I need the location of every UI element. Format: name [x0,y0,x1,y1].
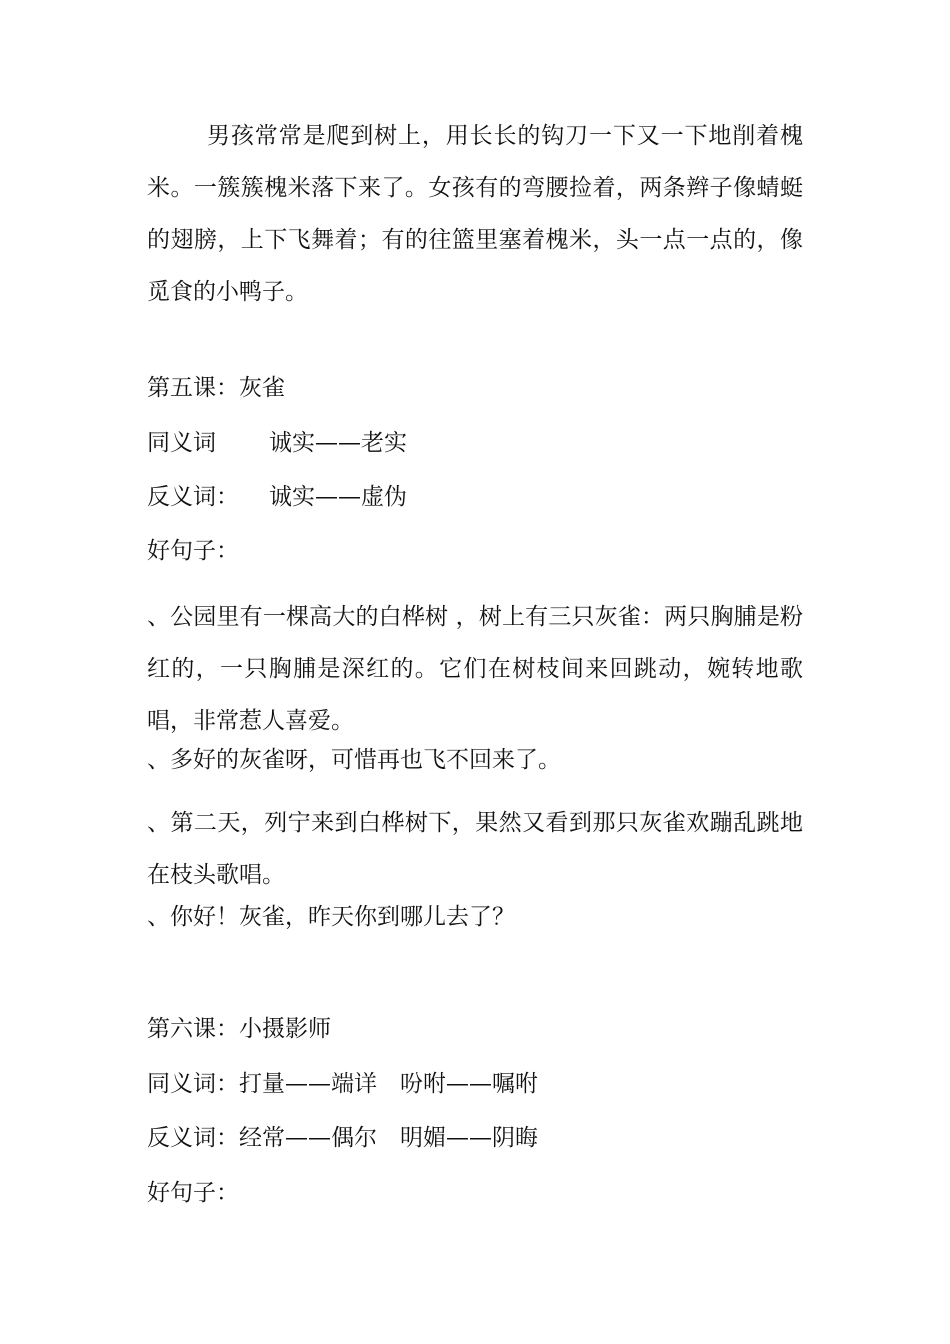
lesson5-title: 第五课：灰雀 [147,375,285,401]
lesson5-synonym-line [147,427,407,459]
lesson5-antonym-label: 反义词： [147,484,239,510]
lesson5-antonym-line [147,481,407,513]
intro-paragraph: 男孩常常是爬到树上，用长长的钩刀一下又一下地削着槐米。一簇簇槐米落下来了。女孩有的弯腰捡着，两条辫子像蜻蜓的翅膀，上下飞舞着；有的往篮里塞着槐米，头一点一点的，像觅食的小鸭子。 [147,123,803,305]
lesson6-antonym-line: 反义词：经常——偶尔 明媚——阴晦 [147,1125,538,1151]
lesson5-sentence-4: 、你好！灰雀，昨天你到哪儿去了？ [147,904,515,930]
lesson5-synonym-label: 同义词 [147,430,216,456]
lesson5-good-sentences-label: 好句子： [147,538,239,564]
lesson5-synonym-pair: 诚实——老实 [269,430,407,456]
lesson5-sentence-2: 、多好的灰雀呀，可惜再也飞不回来了。 [147,747,561,773]
lesson6-title: 第六课：小摄影师 [147,1016,331,1042]
lesson5-sentence-3: 、第二天，列宁来到白桦树下，果然又看到那只灰雀欢蹦乱跳地在枝头歌唱。 [147,810,803,888]
lesson5-antonym-pair: 诚实——虚伪 [269,484,407,510]
lesson6-good-sentences-label: 好句子： [147,1180,239,1206]
lesson6-synonym-line: 同义词：打量——端详 吩咐——嘱咐 [147,1071,538,1097]
lesson5-sentence-1: 、公园里有一棵高大的白桦树 ，树上有三只灰雀：两只胸脯是粉红的，一只胸脯是深红的。它们在树枝间来回跳动，婉转地歌唱，非常惹人喜爱。 [147,604,803,734]
